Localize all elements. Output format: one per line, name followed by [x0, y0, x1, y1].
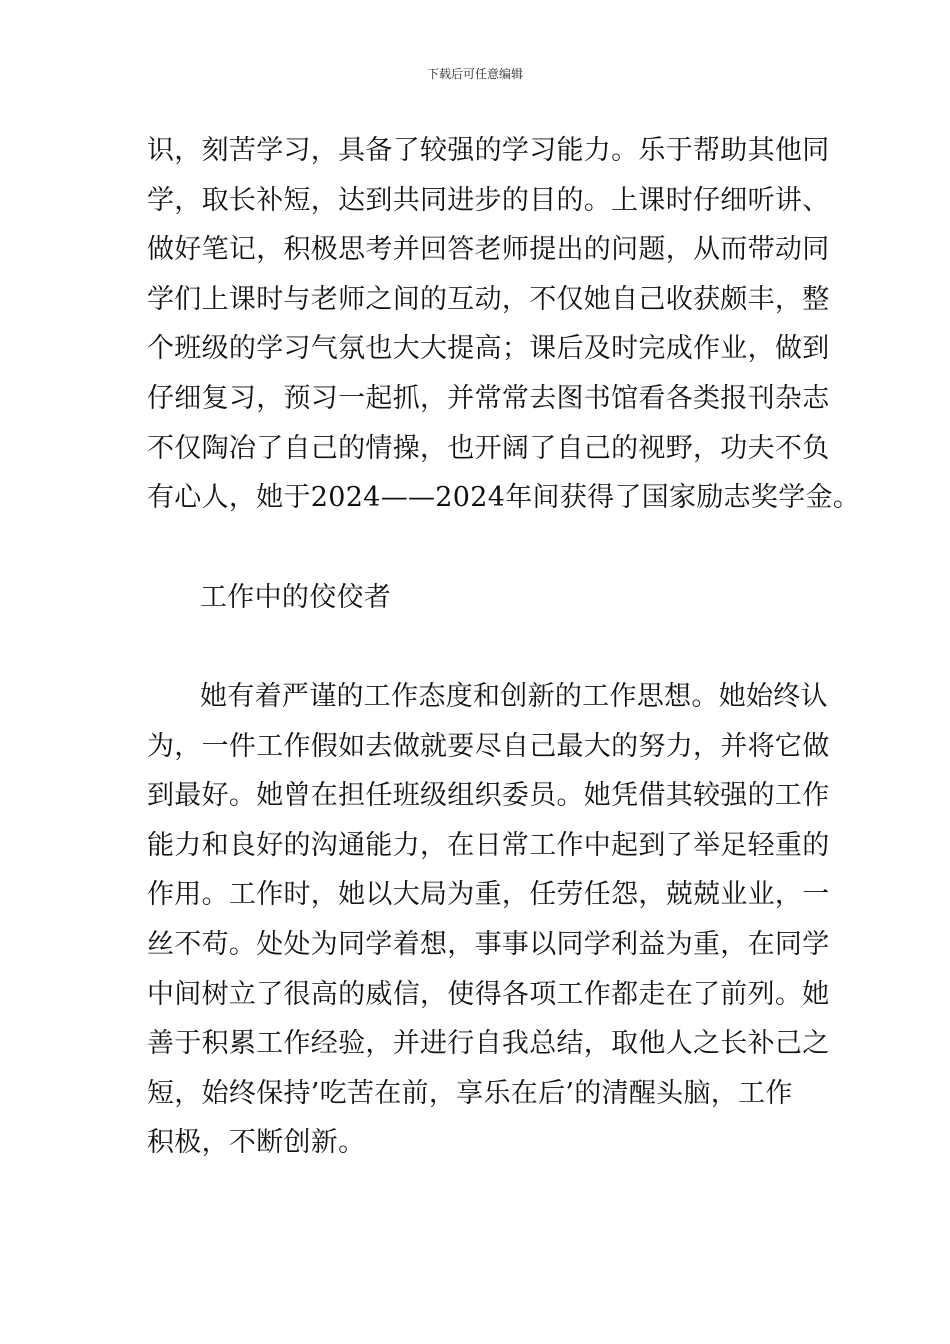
paragraph-line: 中间树立了很高的威信，使得各项工作都走在了前列。她	[147, 978, 830, 1010]
paragraph-line: 个班级的学习气氛也大大提高；课后及时完成作业，做到	[147, 333, 830, 365]
paragraph-line: 作用。工作时，她以大局为重，任劳任怨，兢兢业业，一	[147, 879, 830, 911]
paragraph-line: 不仅陶冶了自己的情操，也开阔了自己的视野，功夫不负	[147, 432, 830, 464]
paragraph-line: 有心人，她于2024——2024年间获得了国家励志奖学金。	[147, 482, 861, 514]
page-header-note: 下载后可任意编辑	[426, 67, 523, 81]
paragraph-line: 能力和良好的沟通能力，在日常工作中起到了举足轻重的	[147, 829, 830, 861]
paragraph-line: 积极，不断创新。	[147, 1127, 366, 1159]
paragraph-line: 为，一件工作假如去做就要尽自己最大的努力，并将它做	[147, 730, 830, 762]
paragraph-line: 她有着严谨的工作态度和创新的工作思想。她始终认	[200, 681, 828, 712]
paragraph-work	[147, 672, 830, 1168]
paragraph-line: 到最好。她曾在担任班级组织委员。她凭借其较强的工作	[147, 780, 830, 812]
paragraph-line: 识，刻苦学习，具备了较强的学习能力。乐于帮助其他同	[147, 135, 830, 166]
paragraph-line: 善于积累工作经验，并进行自我总结，取他人之长补己之	[147, 1028, 830, 1060]
paragraph-line: 丝不苟。处处为同学着想，事事以同学利益为重，在同学	[147, 928, 830, 960]
paragraph-academic	[147, 126, 861, 523]
paragraph-line: 短，始终保持’吃苦在前，享乐在后’的清醒头脑，工作	[147, 1077, 793, 1109]
section-heading: 工作中的佼佼者	[200, 582, 392, 613]
paragraph-line: 做好笔记，积极思考并回答老师提出的问题，从而带动同	[147, 234, 830, 266]
paragraph-line: 仔细复习，预习一起抓，并常常去图书馆看各类报刊杂志	[147, 382, 830, 414]
paragraph-line: 学，取长补短，达到共同进步的目的。上课时仔细听讲、	[147, 184, 830, 216]
paragraph-line: 学们上课时与老师之间的互动，不仅她自己收获颇丰，整	[147, 283, 830, 315]
section-heading-block	[147, 573, 817, 623]
